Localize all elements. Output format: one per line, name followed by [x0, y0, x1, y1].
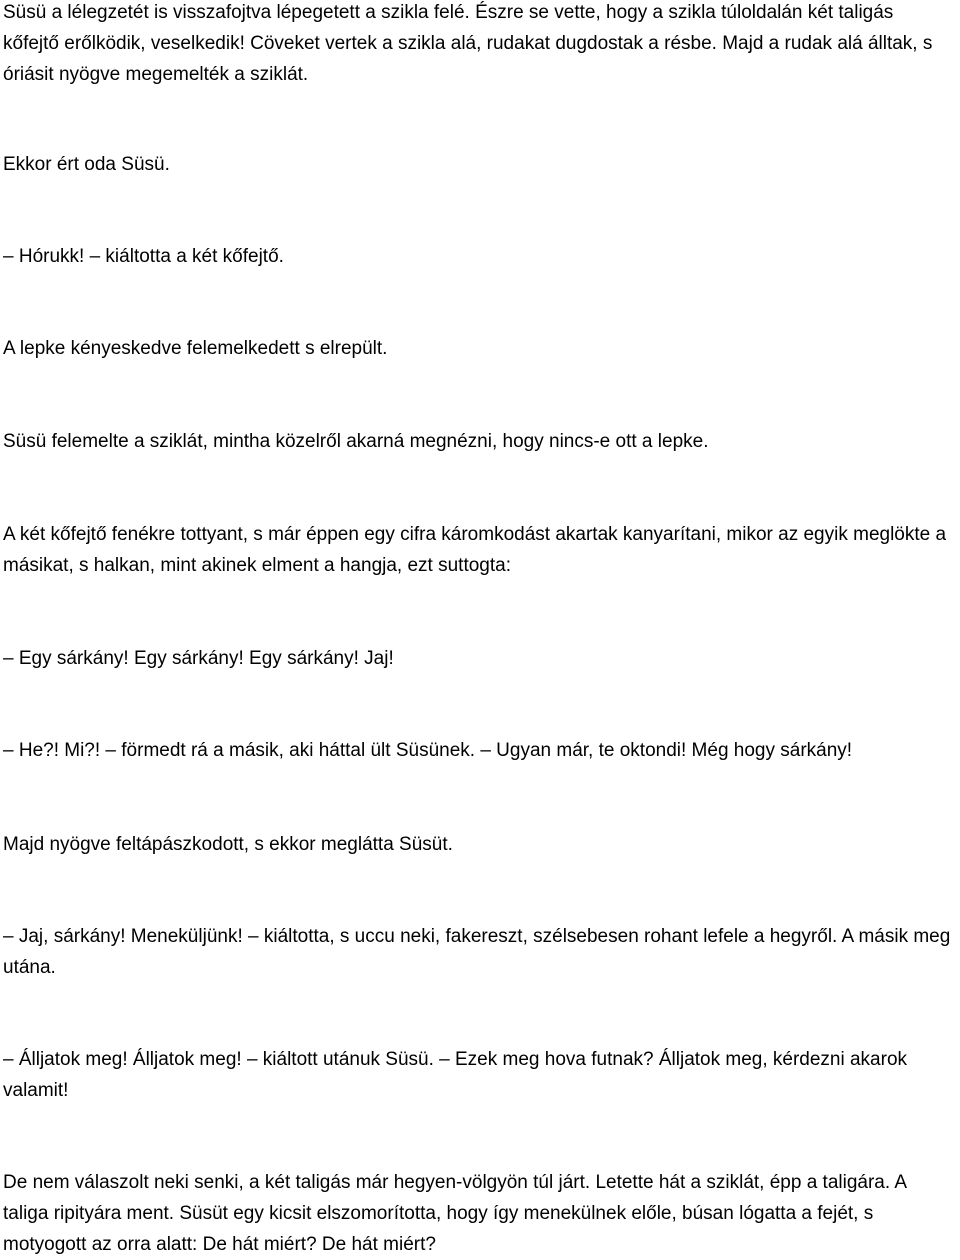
paragraph-1: Süsü a lélegzetét is visszafojtva lépegetett a szikla felé. Észre se vette, hogy a szikla túloldalán két taligás kőfejtő erőlködik, veselkedik! Cöveket vertek a szikla alá, rudakat dugdostak a résbe. Majd a rudak alá álltak, s óriásit nyögve megemelték a sziklát. — [3, 2, 933, 85]
paragraph-11: – Álljatok meg! Álljatok meg! – kiáltott utánuk Süsü. – Ezek meg hova futnak? Álljatok meg, kérdezni akarok valamit! — [3, 1049, 908, 1101]
paragraph-6: A két kőfejtő fenékre tottyant, s már éppen egy cifra káromkodást akartak kanyarítani, mikor az egyik meglökte a másikat, s halkan, mint akinek elment a hangja, ezt suttogta: — [3, 524, 947, 576]
paragraph-9: Majd nyögve feltápászkodott, s ekkor meglátta Süsüt. — [3, 834, 453, 855]
paragraph-4: A lepke kényeskedve felemelkedett s elrepült. — [3, 338, 388, 359]
paragraph-7: – Egy sárkány! Egy sárkány! Egy sárkány! Jaj! — [3, 648, 394, 669]
paragraph-5: Süsü felemelte a sziklát, mintha közelről akarná megnézni, hogy nincs-e ott a lepke. — [3, 431, 709, 452]
paragraph-10: – Jaj, sárkány! Meneküljünk! – kiáltotta, s uccu neki, fakereszt, szélsebesen rohant lefele a hegyről. A másik meg utána. — [3, 926, 951, 978]
paragraph-3: – Hórukk! – kiáltotta a két kőfejtő. — [3, 246, 284, 267]
paragraph-12: De nem válaszolt neki senki, a két taligás már hegyen-völgyön túl járt. Letette hát a sziklát, épp a taligára. A taliga ripityára ment. Süsüt egy kicsit elszomorította, hogy így menekülnek előle, búsan lógatta a fejét, s motyogott az orra alatt: De hát miért? De hát miért? — [3, 1172, 906, 1255]
paragraph-8: – He?! Mi?! – förmedt rá a másik, aki háttal ült Süsünek. – Ugyan már, te oktondi! Még hogy sárkány! — [3, 740, 853, 761]
paragraph-2: Ekkor ért oda Süsü. — [3, 154, 170, 175]
